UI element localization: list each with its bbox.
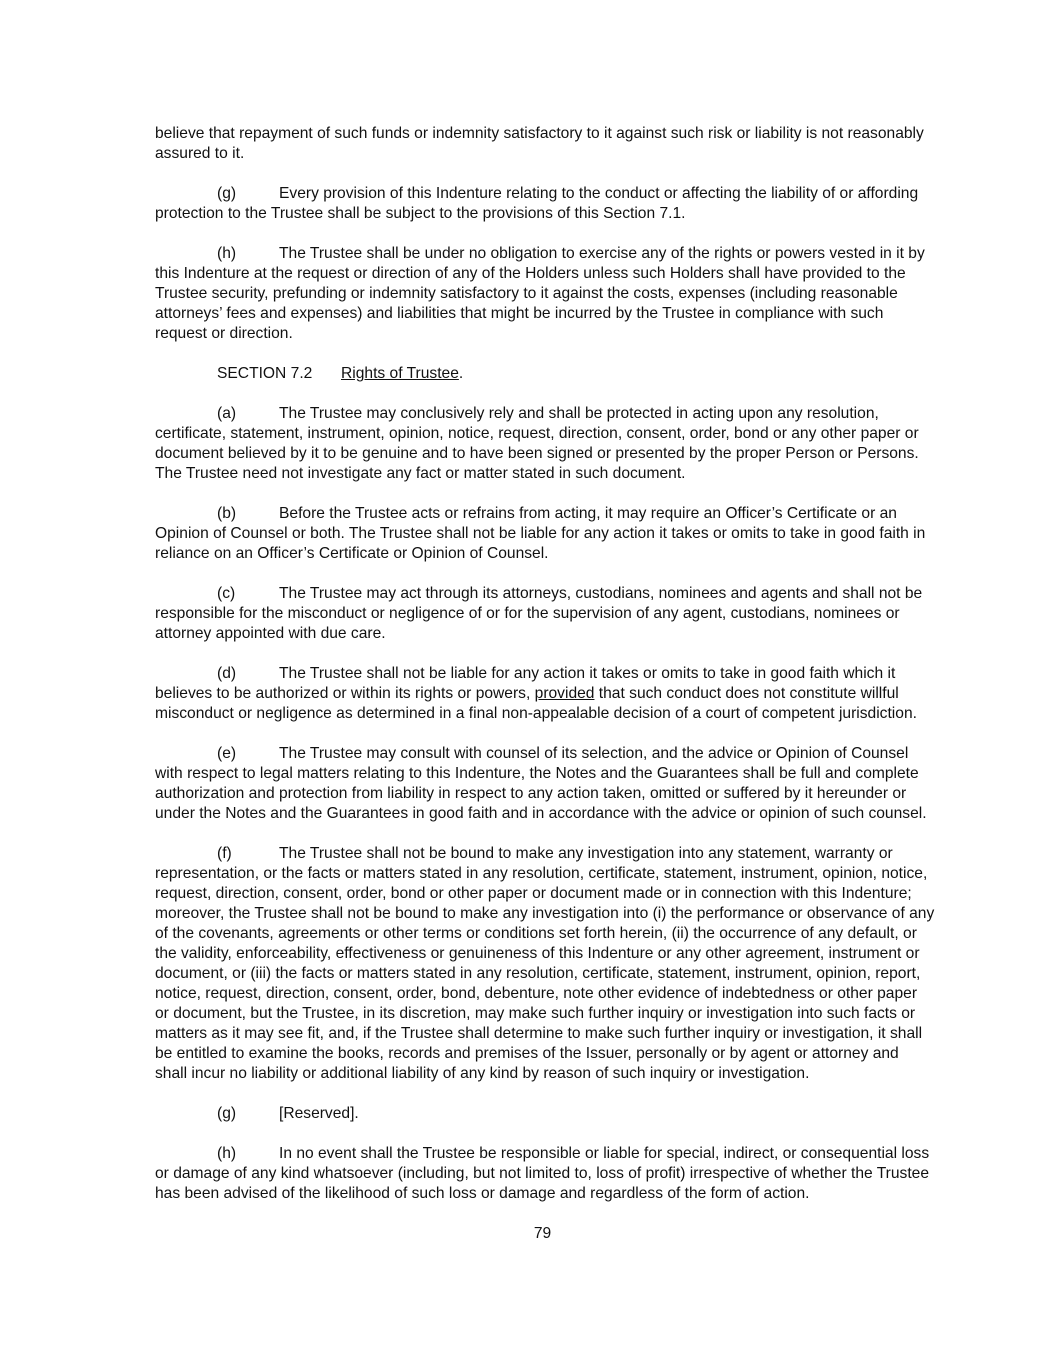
section-7-2-item-a [155, 404, 935, 484]
item-text: [Reserved]. [279, 1105, 359, 1122]
item-text: The Trustee may conclusively rely and shall be protected in acting upon any resolution, certificate, statement, instrument, opinion, notice, request, direction, consent, order, bond or any other paper or document believed by it to be genuine and to have been signed or presented by the proper Person or Persons. The Trustee need not investigate any fact or matter stated in such document. [155, 405, 919, 482]
section-7-2-item-c [155, 584, 935, 644]
item-label: (e) [217, 745, 237, 762]
section-7-2-item-e [155, 744, 935, 824]
section-7-1-item-g [155, 184, 935, 224]
item-text: The Trustee may act through its attorneys, custodians, nominees and agents and shall not be responsible for the misconduct or negligence of or for the supervision of any agent, custodians, nominees or attorney appointed with due care. [155, 585, 923, 642]
item-text-continued: that such conduct does not constitute willful misconduct or negligence as determined in a final non-appealable decision of a court of competent jurisdiction. [155, 685, 917, 722]
item-label: (g) [217, 1105, 237, 1122]
item-text: Every provision of this Indenture relating to the conduct or affecting the liability of or affording protection to the Trustee shall be subject to the provisions of this Section 7.1. [155, 185, 919, 222]
item-label: (h) [217, 245, 237, 262]
document-body [155, 124, 935, 1224]
section-number: SECTION 7.2 [217, 365, 313, 382]
item-label: (c) [217, 585, 236, 602]
item-text: The Trustee shall be under no obligation to exercise any of the rights or powers vested in it by this Indenture at the request or direction of any of the Holders unless such Holders shall have provided to the Trustee security, prefunding or indemnity satisfactory to it against the costs, expenses (including reasonable attorneys’ fees and expenses) and liabilities that might be incurred by the Trustee in compliance with such request or direction. [155, 245, 925, 342]
section-7-2-item-h [155, 1144, 935, 1204]
section-7-2-item-b [155, 504, 935, 564]
item-label: (h) [217, 1145, 237, 1162]
item-text: Before the Trustee acts or refrains from acting, it may require an Officer’s Certificate or an Opinion of Counsel or both. The Trustee shall not be liable for any action it takes or omits to take in good faith in reliance on an Officer’s Certificate or Opinion of Counsel. [155, 505, 926, 562]
section-7-1-item-h [155, 244, 935, 344]
item-label: (b) [217, 505, 237, 522]
section-7-2-item-f [155, 844, 935, 1084]
section-7-2-item-g [155, 1104, 935, 1124]
continuation-paragraph: believe that repayment of such funds or indemnity satisfactory to it against such risk or liability is not reasonably assured to it. [155, 125, 924, 162]
item-label: (g) [217, 185, 237, 202]
provided-term: provided [534, 685, 595, 702]
item-text: The Trustee shall not be bound to make any investigation into any statement, warranty or representation, or the facts or matters stated in any resolution, certificate, statement, instrument, opinion, notice, request, direction, consent, order, bond or other paper or document made or in connection with this Indenture; moreover, the Trustee shall not be bound to make any investigation into (i) the performance or observance of any of the covenants, agreements or other terms or conditions set forth herein, (ii) the occurrence of any default, or the validity, enforceability, effectiveness or genuineness of this Indenture or any other agreement, instrument or document, or (iii) the facts or matters stated in any resolution, certificate, statement, instrument, opinion, report, notice, request, direction, consent, order, bond, debenture, note other evidence of indebtedness or other paper or document, but the Trustee, in its discretion, may make such further inquiry or investigation into such facts or matters as it may see fit, and, if the Trustee shall determine to make such further inquiry or investigation, it shall be entitled to examine the books, records and premises of the Issuer, personally or by agent or attorney and shall incur no liability or additional liability of any kind by reason of such inquiry or investigation. [155, 845, 935, 1082]
item-label: (d) [217, 665, 237, 682]
section-7-2-item-d [155, 664, 935, 724]
item-text: In no event shall the Trustee be responsible or liable for special, indirect, or consequential loss or damage of any kind whatsoever (including, but not limited to, loss of profit) irrespective of whether the Trustee has been advised of the likelihood of such loss or damage and regardless of the form of action. [155, 1145, 930, 1202]
item-text: The Trustee shall not be liable for any action it takes or omits to take in good faith which it believes to be authorized or within its rights or powers, [155, 665, 896, 702]
item-label: (a) [217, 405, 237, 422]
section-7-2-heading [155, 364, 935, 384]
section-title-period: . [458, 365, 464, 382]
page-number: 79 [533, 1225, 552, 1242]
section-title: Rights of Trustee [341, 365, 459, 382]
item-label: (f) [217, 845, 232, 862]
item-text: The Trustee may consult with counsel of its selection, and the advice or Opinion of Counsel with respect to legal matters relating to this Indenture, the Notes and the Guarantees shall be full and complete authorization and protection from liability in respect to any action taken, omitted or suffered by it hereunder or under the Notes and the Guarantees in good faith and in accordance with the advice or opinion of such counsel. [155, 745, 927, 822]
